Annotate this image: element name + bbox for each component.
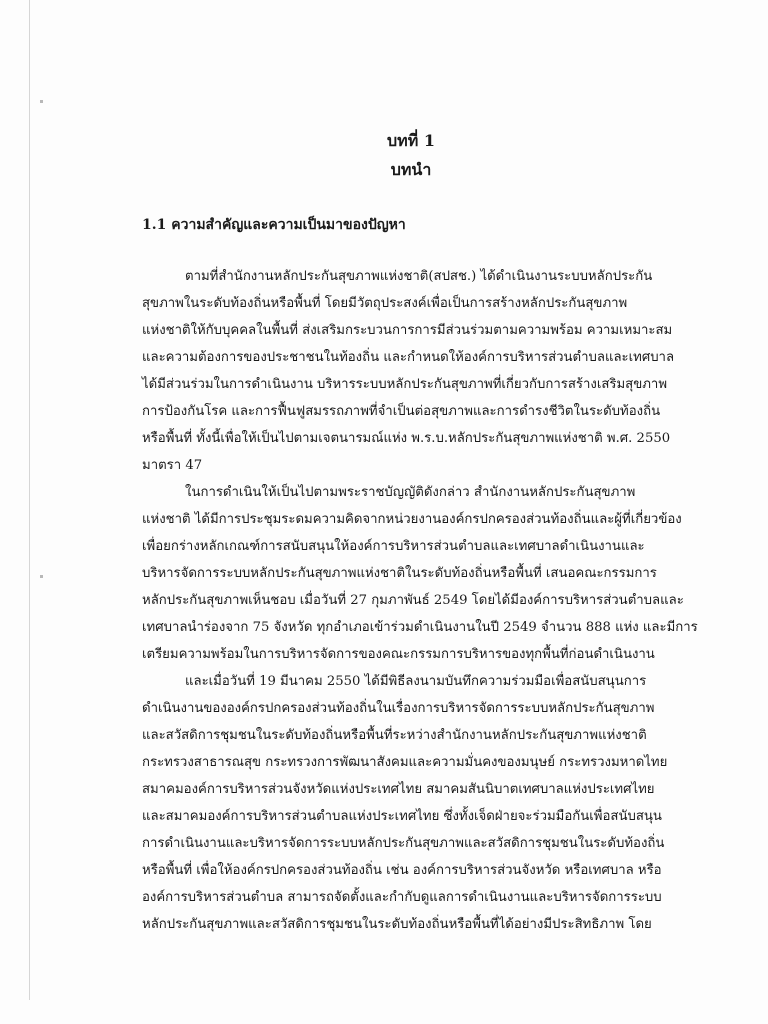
scan-speck xyxy=(40,575,43,578)
paragraph-line: สุขภาพในระดับท้องถิ่นหรือพื้นที่ โดยมีวัตถุประสงค์เพื่อเป็นการสร้างหลักประกันสุขภาพ xyxy=(142,296,628,311)
paragraph-line: แห่งชาติให้กับบุคคลในพื้นที่ ส่งเสริมกระบวนการการมีส่วนร่วมตามความพร้อม ความเหมาะสม xyxy=(142,323,673,338)
paragraph-line: หลักประกันสุขภาพเห็นชอบ เมื่อวันที่ 27 กุมภาพันธ์ 2549 โดยได้มีองค์การบริหารส่วนตำบลและ xyxy=(142,593,684,608)
paragraph-line: หรือพื้นที่ เพื่อให้องค์กรปกครองส่วนท้องถิ่น เช่น องค์การบริหารส่วนจังหวัด หรือเทศบาล หรือ xyxy=(142,863,662,878)
paragraph-line: เตรียมความพร้อมในการบริหารจัดการของคณะกรรมการบริหารของทุกพื้นที่ก่อนดำเนินงาน xyxy=(142,647,655,662)
chapter-title: บทนำ xyxy=(390,160,432,179)
paragraph-line: แห่งชาติ ได้มีการประชุมระดมความคิดจากหน่วยงานองค์กรปกครองส่วนท้องถิ่นและผู้ที่เกี่ยวข้อง xyxy=(142,512,682,527)
paragraph-line: ในการดำเนินให้เป็นไปตามพระราชบัญญัติดังกล่าว สำนักงานหลักประกันสุขภาพ xyxy=(185,485,636,500)
paragraph-line: หรือพื้นที่ ทั้งนี้เพื่อให้เป็นไปตามเจตนารมณ์แห่ง พ.ร.บ.หลักประกันสุขภาพแห่งชาติ พ.ศ. 2550 xyxy=(142,431,671,446)
paragraph-line: ได้มีส่วนร่วมในการดำเนินงาน บริหารระบบหลักประกันสุขภาพที่เกี่ยวกับการสร้างเสริมสุขภาพ xyxy=(142,377,668,392)
section-heading: 1.1 ความสำคัญและความเป็นมาของปัญหา xyxy=(142,217,406,233)
paragraph-line: ดำเนินงานขององค์กรปกครองส่วนท้องถิ่นในเรื่องการบริหารจัดการระบบหลักประกันสุขภาพ xyxy=(142,701,655,716)
paragraph-line: บริหารจัดการระบบหลักประกันสุขภาพแห่งชาติในระดับท้องถิ่นหรือพื้นที่ เสนอคณะกรรมการ xyxy=(142,566,657,581)
paragraph-line: หลักประกันสุขภาพและสวัสดิการชุมชนในระดับท้องถิ่นหรือพื้นที่ได้อย่างมีประสิทธิภาพ โดย xyxy=(142,917,652,932)
paragraph-line: องค์การบริหารส่วนตำบล สามารถจัดตั้งและกำกับดูแลการดำเนินงานและบริหารจัดการระบบ xyxy=(142,890,662,905)
paragraph-line: การดำเนินงานและบริหารจัดการระบบหลักประกันสุขภาพและสวัสดิการชุมชนในระดับท้องถิ่น xyxy=(142,836,665,851)
chapter-number: บทที่ 1 xyxy=(387,131,435,150)
paragraph-line: และความต้องการของประชาชนในท้องถิ่น และกำหนดให้องค์การบริหารส่วนตำบลและเทศบาล xyxy=(142,350,675,365)
paragraph-line: เพื่อยกร่างหลักเกณฑ์การสนับสนุนให้องค์การบริหารส่วนตำบลและเทศบาลดำเนินงานและ xyxy=(142,539,645,554)
paragraph-line: และสมาคมองค์การบริหารส่วนตำบลแห่งประเทศไทย ซึ่งทั้งเจ็ดฝ่ายจะร่วมมือกันเพื่อสนับสนุน xyxy=(142,809,662,824)
scan-speck xyxy=(40,100,43,103)
paragraph-line: และเมื่อวันที่ 19 มีนาคม 2550 ได้มีพิธีลงนามบันทึกความร่วมมือเพื่อสนับสนุนการ xyxy=(185,674,647,689)
paragraph-line: กระทรวงสาธารณสุข กระทรวงการพัฒนาสังคมและความมั่นคงของมนุษย์ กระทรวงมหาดไทย xyxy=(142,755,668,770)
paragraph-line: และสวัสดิการชุมชนในระดับท้องถิ่นหรือพื้นที่ระหว่างสำนักงานหลักประกันสุขภาพแห่งชาติ xyxy=(142,728,647,743)
paragraph-line: ตามที่สำนักงานหลักประกันสุขภาพแห่งชาติ(สปสช.) ได้ดำเนินงานระบบหลักประกัน xyxy=(185,269,653,284)
paragraph-line: มาตรา 47 xyxy=(142,458,203,473)
paragraph-line: เทศบาลนำร่องจาก 75 จังหวัด ทุกอำเภอเข้าร่วมดำเนินงานในปี 2549 จำนวน 888 แห่ง และมีการ xyxy=(142,620,698,635)
paragraph-line: สมาคมองค์การบริหารส่วนจังหวัดแห่งประเทศไทย สมาคมสันนิบาตเทศบาลแห่งประเทศไทย xyxy=(142,782,655,797)
paragraph-line: การป้องกันโรค และการฟื้นฟูสมรรถภาพที่จำเป็นต่อสุขภาพและการดำรงชีวิตในระดับท้องถิ่น xyxy=(142,404,661,419)
